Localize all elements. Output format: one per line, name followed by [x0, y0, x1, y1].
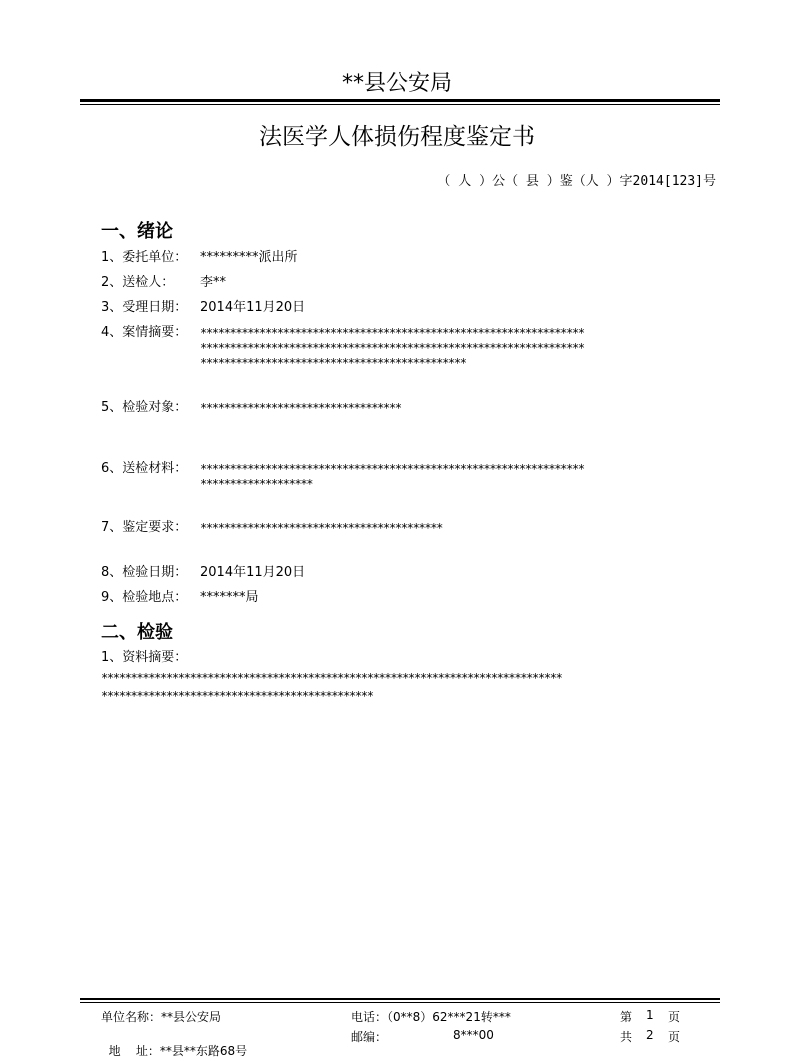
item-commissioning-unit [101, 250, 199, 266]
footer-page-suffix: 页 [668, 1010, 681, 1024]
item-label: 2、送检人： [101, 275, 175, 290]
item-value: ********************************** [200, 401, 401, 415]
footer-unit [101, 1008, 221, 1025]
item-value-line: ********************************************* [200, 356, 466, 370]
item-material-summary-label: 1、资料摘要： [101, 650, 188, 665]
document-title: 法医学人体损伤程度鉴定书 [259, 124, 535, 150]
footer-page-number: 1 [646, 1008, 654, 1022]
item-accept-date [101, 300, 199, 316]
footer-phone-label: 电话： [351, 1010, 388, 1024]
item-value: 2014年11月20日 [200, 565, 306, 580]
material-summary-line: ********************************************** [101, 689, 373, 703]
item-value: ***************************************** [200, 521, 443, 535]
header-rule-thick [80, 99, 720, 102]
footer-unit-value: **县公安局 [161, 1010, 222, 1024]
item-label: 8、检验日期： [101, 565, 188, 580]
footer-postcode-label: 邮编： [351, 1030, 388, 1044]
agency-title: **县公安局 [341, 71, 452, 96]
item-value: *********派出所 [200, 250, 298, 265]
item-case-summary [101, 325, 199, 341]
item-value-line: ***************************************************************** [200, 326, 584, 340]
footer-postcode-value: 8***00 [453, 1028, 494, 1042]
item-value: 李** [200, 275, 227, 290]
footer-rule-thin [80, 1002, 720, 1003]
footer-page-prefix: 第 [620, 1010, 633, 1024]
item-label: 6、送检材料： [101, 461, 188, 476]
section-heading-inspection: 二、检验 [101, 622, 173, 643]
footer-phone-value: （0**8）62***21转*** [387, 1010, 511, 1024]
item-value-line: ***************************************************************** [200, 462, 584, 476]
item-inspection-object [101, 400, 199, 416]
footer-phone [351, 1008, 511, 1025]
item-label: 4、案情摘要： [101, 325, 188, 340]
item-submitted-materials [101, 461, 199, 477]
material-summary-line: ****************************************************************************** [101, 671, 562, 685]
footer-total-pages: 2 [646, 1028, 654, 1042]
footer-total-suffix: 页 [668, 1030, 681, 1044]
item-appraisal-requirement [101, 520, 199, 536]
item-label: 7、鉴定要求： [101, 520, 188, 535]
footer-rule-thick [80, 998, 720, 1000]
footer-address-value: **县**东路68号 [159, 1044, 248, 1058]
item-inspection-location [101, 590, 199, 606]
header-rule-thin [80, 104, 720, 105]
footer-total-prefix: 共 [620, 1030, 633, 1044]
item-value-line: ***************************************************************** [200, 341, 584, 355]
section-heading-introduction: 一、绪论 [101, 221, 173, 242]
item-label: 9、检验地点： [101, 590, 188, 605]
item-label: 1、委托单位： [101, 250, 188, 265]
footer-unit-label: 单位名称： [101, 1010, 162, 1024]
item-inspection-date [101, 565, 199, 581]
item-label: 3、受理日期： [101, 300, 188, 315]
item-label: 5、检验对象： [101, 400, 188, 415]
item-submitter [101, 275, 199, 291]
footer-address [101, 1028, 247, 1059]
item-value-line: ******************* [200, 477, 313, 491]
document-number: （ 人 ）公（ 县 ）鉴（人 ）字2014[123]号 [437, 174, 716, 189]
item-value: *******局 [200, 590, 259, 605]
footer-address-label: 地 址： [108, 1044, 160, 1058]
item-value: 2014年11月20日 [200, 300, 306, 315]
